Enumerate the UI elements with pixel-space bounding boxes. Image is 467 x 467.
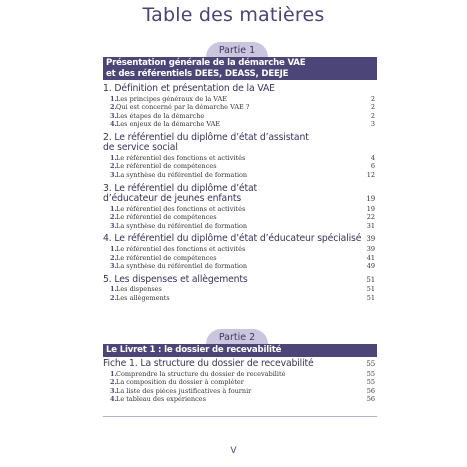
toc-entry: 3. La liste des pièces justificatives à fournir 56 (110, 386, 375, 395)
part-1-heading-line-1: Présentation générale de la démarche VAE (106, 58, 306, 68)
part-1-toc (103, 84, 377, 302)
toc-entry: 2. Les allègements 51 (110, 293, 375, 302)
chapter-title-line: d’éducateur de jeunes enfants (103, 193, 242, 205)
chapter-page: 19 (366, 195, 375, 204)
chapter-title-line: 2. Le référentiel du diplôme d’état d’assistant (103, 131, 309, 143)
chapter-title-line: Fiche 1. La structure du dossier de recevabilité (103, 358, 314, 369)
page-title: Table des matières (142, 4, 325, 26)
toc-entry: 2. Le référentiel de compétences 6 (110, 162, 375, 171)
toc-entry: 1. Les dispenses 51 (110, 285, 375, 294)
part-2-heading (103, 344, 377, 357)
toc-entry: 1. Le référentiel des fonctions et activités 39 (110, 244, 375, 253)
chapter-5-title (103, 275, 377, 286)
part-1-heading (103, 57, 377, 80)
part-2-heading-line-1: Le Livret 1 : le dossier de recevabilité (106, 345, 282, 355)
chapter-2-title (103, 133, 377, 154)
chapter-title-line: 1. Définition et présentation de la VAE (103, 83, 275, 94)
toc-entry: 1. Comprendre la structure du dossier de recevabilité 55 (110, 369, 375, 378)
toc-entry: 3. La synthèse du référentiel de formation 49 (110, 262, 375, 271)
fiche-1-title (103, 359, 377, 370)
chapter-3-title (103, 184, 377, 205)
chapter-page: 51 (366, 275, 375, 284)
chapter-title-line: 3. Le référentiel du diplôme d’état (103, 182, 258, 194)
part-1-heading-line-2: et des référentiels DEES, DEASS, DEEJE (106, 68, 289, 79)
divider (103, 416, 377, 417)
page-number: V (230, 446, 237, 456)
part-2-tab: Partie 2 (206, 329, 268, 344)
chapter-page: 55 (366, 360, 375, 368)
toc-entry: 3. La synthèse du référentiel de formation 31 (110, 221, 375, 230)
toc-entry: 1. Le référentiel des fonctions et activités 4 (110, 153, 375, 162)
chapter-page: 39 (366, 235, 375, 244)
toc-entry: 2. Le référentiel de compétences 41 (110, 253, 375, 262)
toc-entry: 3. Les étapes de la démarche 2 (110, 111, 375, 120)
toc-entry: 1. Les principes généraux de la VAE 2 (110, 94, 375, 103)
chapter-1-title (103, 84, 377, 95)
toc-entry: 2. Le référentiel de compétences 22 (110, 213, 375, 222)
toc-entry: 1. Le référentiel des fonctions et activités 19 (110, 204, 375, 213)
part-1-tab: Partie 1 (206, 42, 268, 57)
toc-entry: 2. La composition du dossier à compléter 55 (110, 378, 375, 387)
part-2-toc (103, 359, 377, 404)
toc-entry: 3. La synthèse du référentiel de formation 12 (110, 171, 375, 180)
chapter-title-line: 4. Le référentiel du diplôme d’état d’éducateur spécialisé (103, 233, 362, 245)
toc-entry: 2. Qui est concerné par la démarche VAE ? 2 (110, 103, 375, 112)
chapter-4-title (103, 234, 377, 245)
toc-entry: 4. Les enjeux de la démarche VAE 3 (110, 120, 375, 129)
toc-entry: 4. Le tableau des expériences 56 (110, 395, 375, 404)
chapter-title-line: de service social (103, 142, 178, 154)
chapter-title-line: 5. Les dispenses et allègements (103, 273, 248, 285)
